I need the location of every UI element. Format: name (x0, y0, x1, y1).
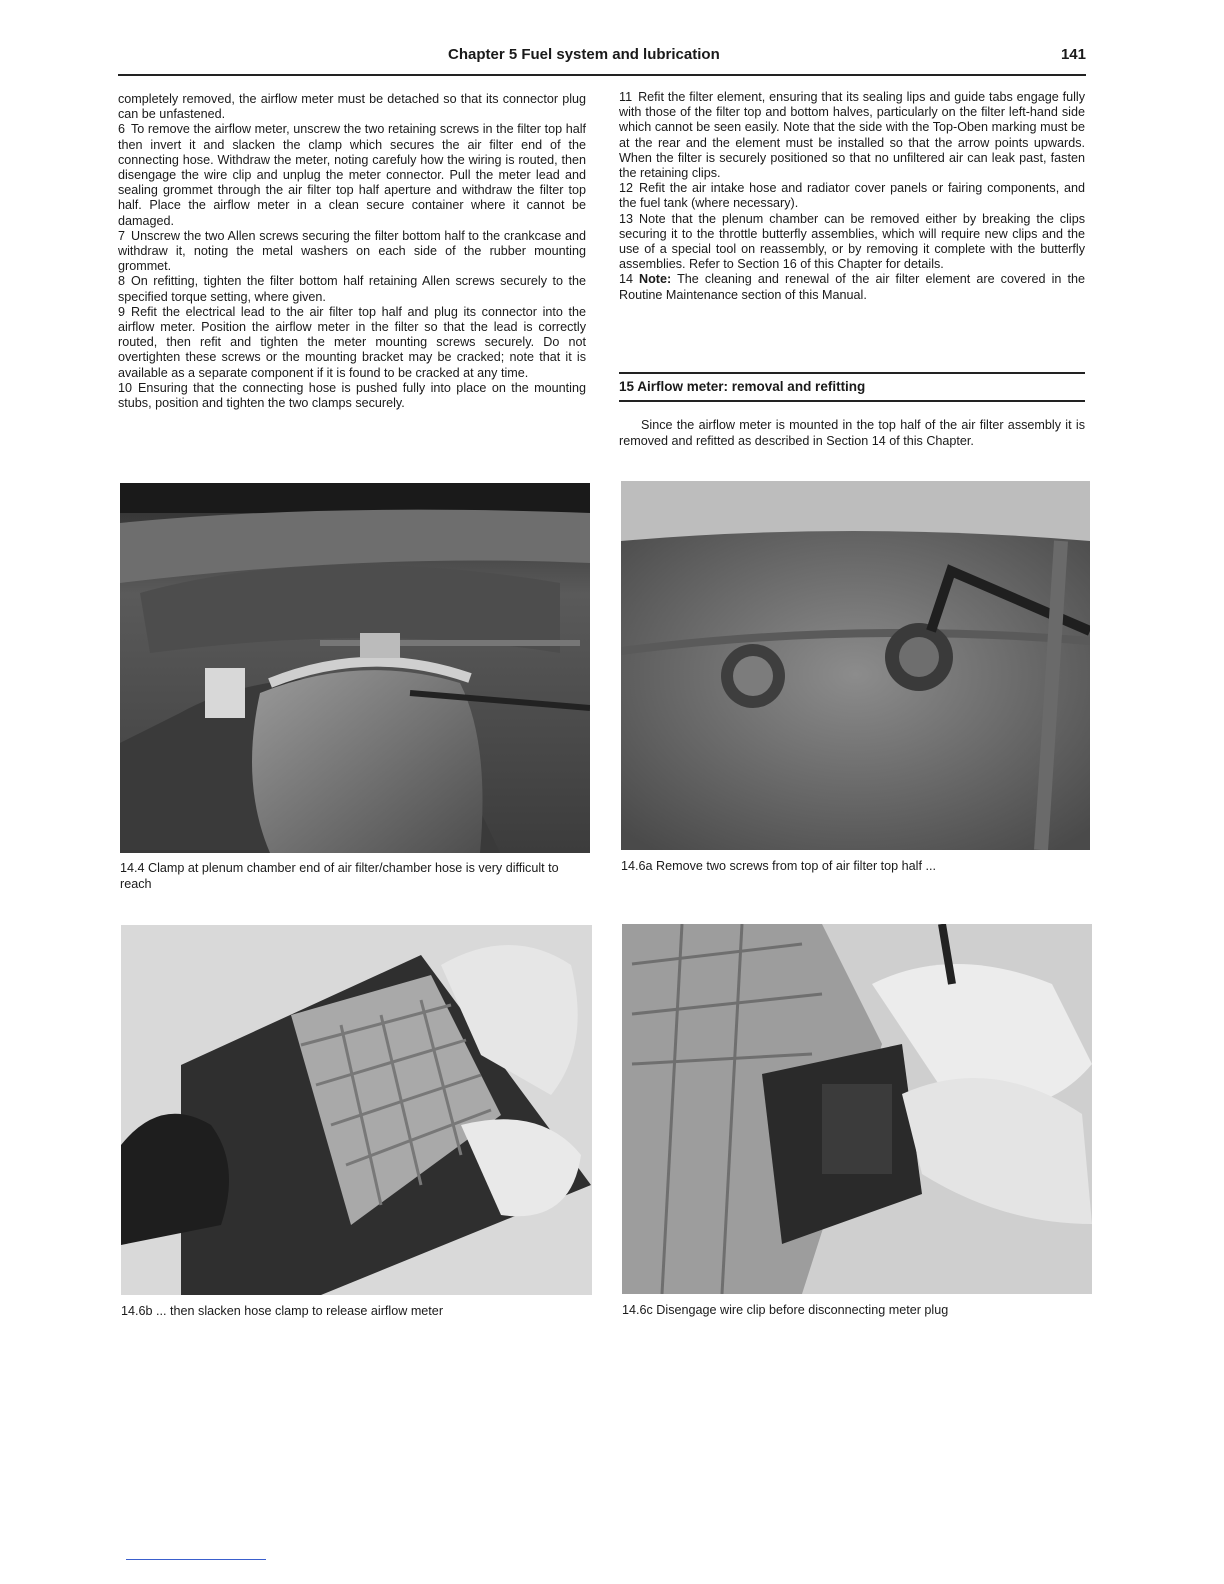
right-text-column (619, 90, 1085, 303)
footer-rule (126, 1559, 266, 1560)
paragraph-11: 11 Refit the filter element, ensuring that its sealing lips and guide tabs engage fully with those of the filter top and bottom halves, particularly on the filter left-hand side which cannot be seen easily. Note that the side with the Top-Oben marking must be at the rear and the element must be installed so that the arrow points upwards. When the filter is securely positioned so that no unfiltered air can leak past, fasten the retaining clips. (619, 90, 1085, 181)
page-header (118, 44, 1086, 76)
photo-14-6c (622, 924, 1092, 1294)
caption-14-6a: 14.6a Remove two screws from top of air filter top half ... (621, 859, 936, 873)
caption-14-4: 14.4 Clamp at plenum chamber end of air filter/chamber hose is very difficult to reach (120, 861, 559, 891)
paragraph-10: 10 Ensuring that the connecting hose is pushed fully into place on the mounting stubs, position and tighten the two clamps securely. (118, 380, 586, 411)
paragraph-6: 6 To remove the airflow meter, unscrew the two retaining screws in the filter top half then invert it and slacken the clamp which secures the air filter end of the connecting hose. Withdraw the meter, noting carefuly how the wiring is routed, then disengage the wire clip and unplug the meter connector. Pull the meter lead and sealing grommet through the air filter top half aperture and withdraw the filter top half. Place the airflow meter in a clean secure container where it cannot be damaged. (118, 122, 586, 228)
page-number: 141 (1060, 46, 1086, 63)
section-body: Since the airflow meter is mounted in the top half of the air filter assembly it is removed and refitted as described in Section 14 of this Chapter. (619, 418, 1085, 448)
paragraph-13: 13 Note that the plenum chamber can be removed either by breaking the clips securing it to the throttle butterfly assemblies, which will require new clips and the use of a special tool on reassembly, or by removing it complete with the butterfly assemblies. Refer to Section 16 of this Chapter for details. (619, 211, 1085, 272)
caption-14-6c: 14.6c Disengage wire clip before disconnecting meter plug (622, 1303, 949, 1317)
paragraph-9: 9 Refit the electrical lead to the air filter top half and plug its connector into the airflow meter. Position the airflow meter in the filter so that the lead is correctly routed, then refit and tighten the meter mounting screws securely. Do not overtighten these screws or the mounting bracket may be cracked; note that it is available as a separate component if it is found to be cracked at any time. (118, 304, 586, 380)
section-heading-box (619, 372, 1085, 402)
paragraph-continued: completely removed, the airflow meter must be detached so that its connector plug can be unfastened. (118, 92, 586, 122)
paragraph-12: 12 Refit the air intake hose and radiator cover panels or fairing components, and the fuel tank (where necessary). (619, 181, 1085, 211)
paragraph-7: 7 Unscrew the two Allen screws securing the filter bottom half to the crankcase and withdraw it, noting the metal washers on each side of the rubber mounting grommet. (118, 228, 586, 274)
chapter-title: Chapter 5 Fuel system and lubrication (448, 46, 720, 63)
section-title: 15 Airflow meter: removal and refitting (619, 379, 866, 394)
photo-14-4 (120, 483, 590, 853)
paragraph-8: 8 On refitting, tighten the filter bottom half retaining Allen screws securely to the specified torque setting, where given. (118, 274, 586, 304)
photo-14-6b (121, 925, 592, 1295)
left-text-column (118, 92, 586, 411)
photo-14-6a (621, 481, 1090, 850)
paragraph-14: 14 Note: The cleaning and renewal of the air filter element are covered in the Routine Maintenance section of this Manual. (619, 272, 1085, 302)
caption-14-6b: 14.6b ... then slacken hose clamp to release airflow meter (121, 1304, 444, 1318)
